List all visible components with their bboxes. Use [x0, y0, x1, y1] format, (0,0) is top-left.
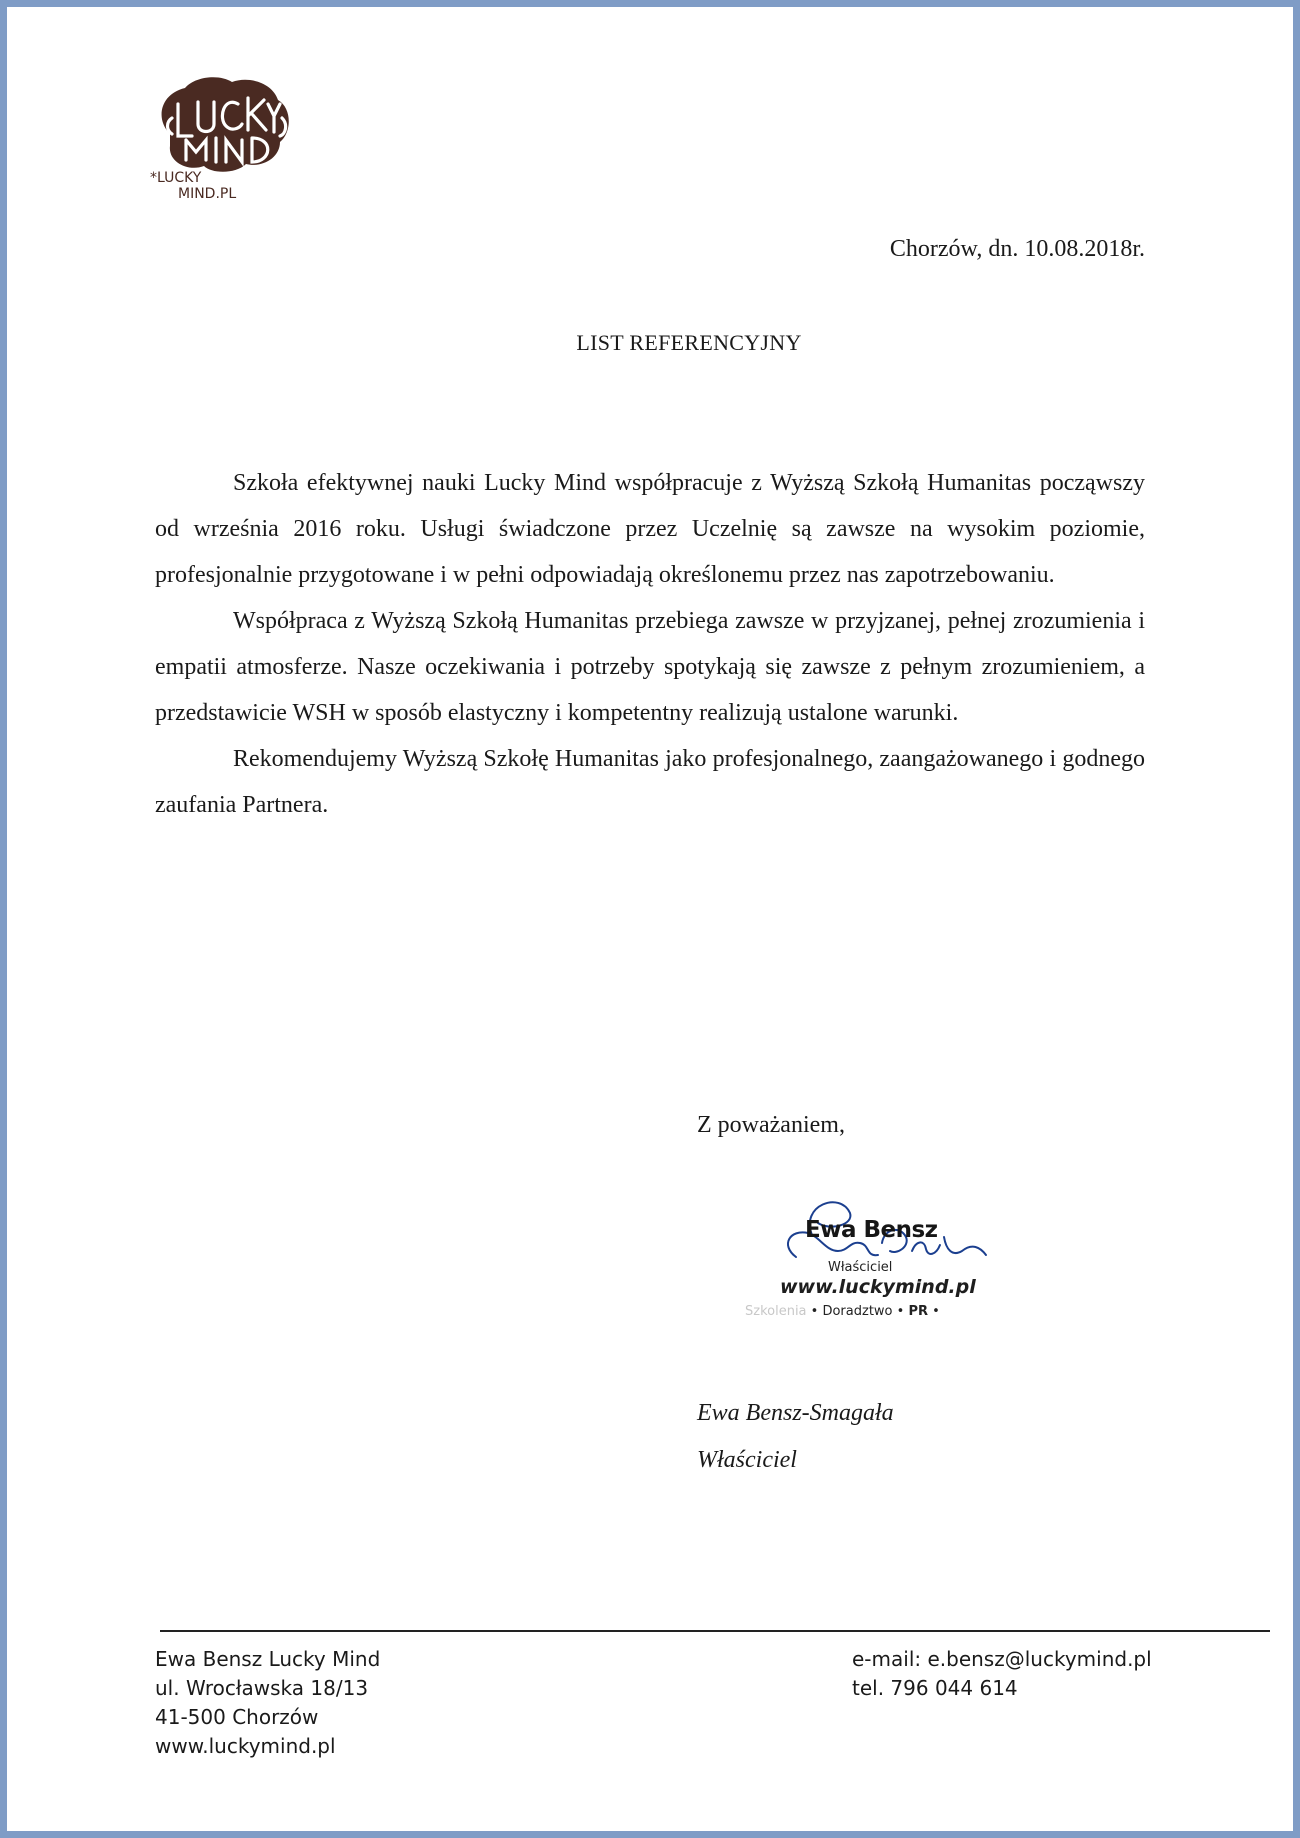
- letter-date: Chorzów, dn. 10.08.2018r.: [889, 236, 1145, 262]
- logo-brand-line2: MIND.PL: [178, 186, 237, 202]
- stamp-role: Właściciel: [828, 1260, 893, 1275]
- stamp-services: [745, 1304, 940, 1319]
- signer-name: Ewa Bensz-Smagała: [697, 1400, 894, 1426]
- stamp-services-main: • Doradztwo •: [810, 1304, 905, 1319]
- body-paragraph: Współpraca z Wyższą Szkołą Humanitas przebiega zawsze w przyjzanej, pełnej zrozumienia i empatii atmosferze. Nasze oczekiwania i potrzeby spotykają się zawsze z pełnym zrozumieniem, a przedstawicie WSH w sposób elastyczny i kompetentny realizują ustalone warunki.: [155, 608, 1145, 726]
- body-paragraph: Rekomendujemy Wyższą Szkołę Humanitas jako profesjonalnego, zaangażowanego i godnego zaufania Partnera.: [155, 746, 1145, 818]
- signer-role: Właściciel: [697, 1447, 797, 1473]
- footer-address: [155, 1645, 380, 1761]
- stamp-services-pr: PR: [908, 1304, 928, 1319]
- footer-divider: [160, 1630, 1270, 1632]
- letter-closing: Z poważaniem,: [697, 1112, 845, 1138]
- stamp-services-end: •: [932, 1304, 940, 1319]
- footer-city: 41-500 Chorzów: [155, 1705, 319, 1729]
- footer-company: Ewa Bensz Lucky Mind: [155, 1647, 381, 1671]
- stamp-website: www.luckymind.pl: [780, 1276, 976, 1298]
- letter-title: LIST REFERENCYJNY: [576, 330, 802, 355]
- signer-block: [697, 1390, 894, 1484]
- logo-brand-line1: *LUCKY: [150, 170, 202, 186]
- stamp-services-faded: Szkolenia: [745, 1304, 807, 1319]
- footer-email: e-mail: e.bensz@luckymind.pl: [852, 1647, 1152, 1671]
- logo-brand-text: [150, 170, 260, 202]
- letter-body: [155, 460, 1145, 828]
- signature-stamp: [700, 1185, 1010, 1345]
- footer-contact: [852, 1645, 1152, 1703]
- footer-phone: tel. 796 044 614: [852, 1676, 1018, 1700]
- footer-website: www.luckymind.pl: [155, 1734, 336, 1758]
- stamp-name: Ewa Bensz: [805, 1217, 938, 1243]
- body-paragraph: Szkoła efektywnej nauki Lucky Mind współpracuje z Wyższą Szkołą Humanitas począwszy od września 2016 roku. Usługi świadczone przez Uczelnię są zawsze na wysokim poziomie, profesjonalnie przygotowane i w pełni odpowiadają określonemu przez nas zapotrzebowaniu.: [155, 470, 1145, 588]
- footer-street: ul. Wrocławska 18/13: [155, 1676, 369, 1700]
